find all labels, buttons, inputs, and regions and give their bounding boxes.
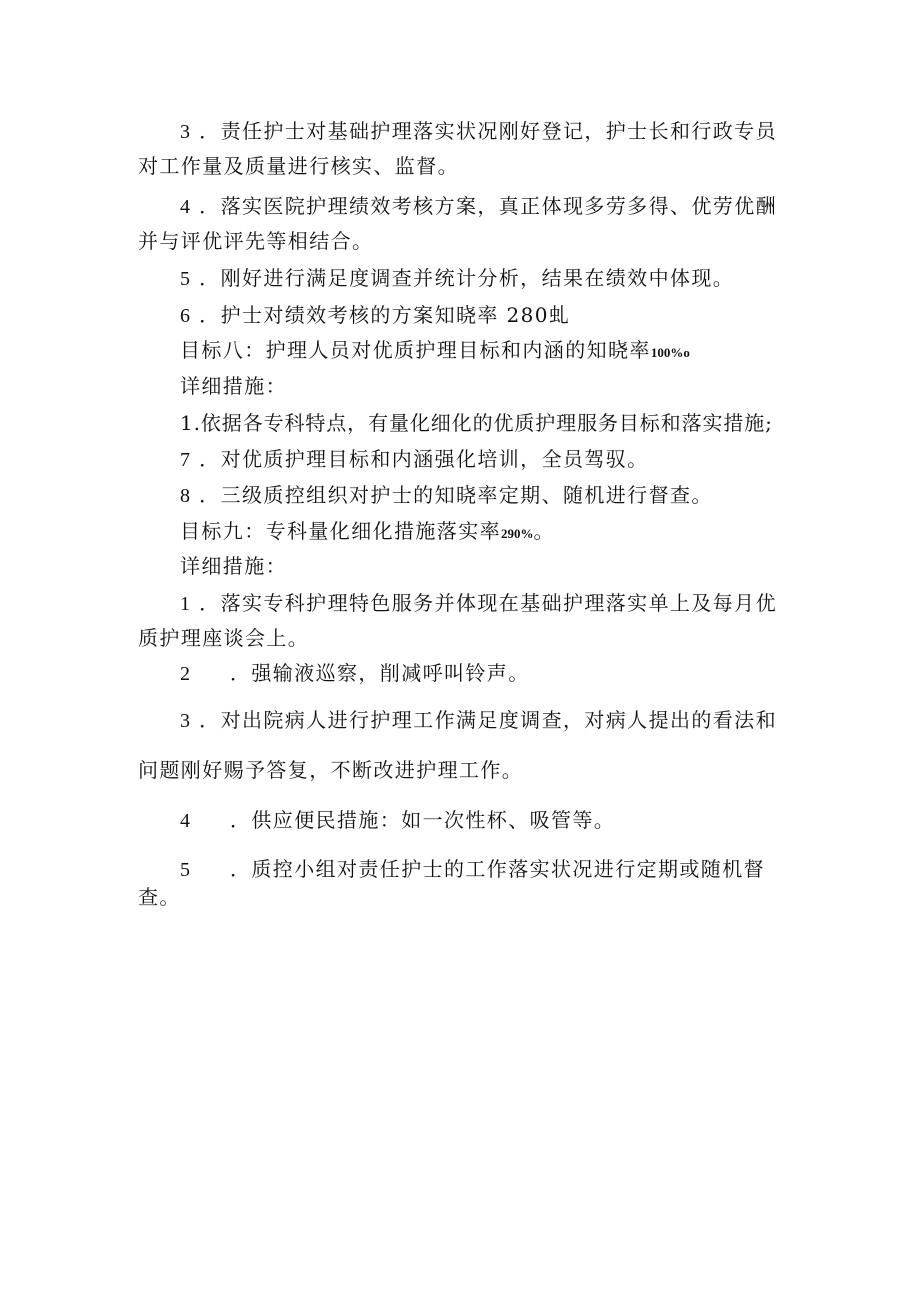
item-1-line-1 — [180, 590, 920, 617]
item-number: 8 — [180, 485, 192, 507]
item-5b-line-1 — [180, 856, 920, 883]
item-4-line-1 — [180, 193, 920, 220]
goal-end-mark: 。 — [533, 519, 555, 543]
measure-1-line — [180, 410, 920, 436]
item-5b-line-2 — [138, 884, 920, 910]
item-3b-line-1 — [180, 707, 920, 734]
item-number: 3 — [180, 710, 192, 732]
item-tail: 280虬 — [506, 303, 571, 327]
item-8-line — [180, 482, 920, 509]
item-text: ．对出院病人进行护理工作满足度调查，对病人提出的看法和 — [199, 708, 777, 732]
item-text: ．三级质控组织对护士的知晓率定期、随机进行督查。 — [199, 483, 713, 507]
item-text: ．对优质护理目标和内涵强化培训，全员驾驭。 — [199, 447, 649, 471]
item-number: 1 — [180, 593, 192, 615]
item-number: 5 — [180, 859, 192, 881]
item-3-line-1 — [180, 118, 920, 145]
item-7-line — [180, 446, 920, 473]
item-2-line — [180, 660, 920, 687]
item-number: 2 — [180, 663, 192, 685]
item-text: ．质控小组对责任护士的工作落实状况进行定期或随机督 — [230, 857, 765, 881]
item-number: 4 — [180, 196, 192, 218]
item-text: ．护士对绩效考核的方案知晓率 — [199, 303, 499, 327]
item-text: ．刚好进行满足度调查并统计分析，结果在绩效中体现。 — [199, 266, 735, 290]
item-6-line — [180, 302, 920, 329]
goal-rate: 100%o — [650, 345, 690, 360]
item-4-line-2 — [138, 228, 920, 254]
goal-text: 目标九：专科量化细化措施落实率 — [180, 519, 501, 543]
item-text: 查。 — [138, 885, 181, 909]
item-1-line-2 — [138, 625, 920, 651]
item-text: 问题刚好赐予答复，不断改进护理工作。 — [138, 758, 524, 782]
item-text: 并与评优评先等相结合。 — [138, 229, 374, 253]
item-text: ．落实专科护理特色服务并体现在基础护理落实单上及每月优 — [199, 591, 777, 615]
goal-rate: 290% — [501, 526, 534, 541]
item-text: 对工作量及质量进行核实、监督。 — [138, 154, 459, 178]
item-3b-line-2 — [138, 757, 920, 783]
item-text: ．供应便民措施：如一次性杯、吸管等。 — [230, 808, 616, 832]
item-text: 质护理座谈会上。 — [138, 626, 310, 650]
item-number: 4 — [180, 810, 192, 832]
item-number: 3 — [180, 121, 192, 143]
goal-text: 目标八：护理人员对优质护理目标和内涵的知晓率 — [180, 338, 651, 362]
item-5-line — [180, 265, 920, 292]
item-text: ．责任护士对基础护理落实状况刚好登记，护士长和行政专员 — [199, 119, 777, 143]
section-label: 详细措施： — [180, 554, 287, 578]
item-4b-line — [180, 807, 920, 834]
goal-9-heading — [180, 518, 920, 547]
item-3-line-2 — [138, 153, 920, 179]
item-number: 7 — [180, 449, 192, 471]
item-text: ．落实医院护理绩效考核方案，真正体现多劳多得、优劳优酬 — [199, 194, 777, 218]
detail-measures-label-1 — [180, 373, 920, 399]
section-label: 详细措施： — [180, 374, 287, 398]
item-number: 5 — [180, 268, 192, 290]
goal-8-heading — [180, 337, 920, 366]
item-number: 6 — [180, 305, 192, 327]
detail-measures-label-2 — [180, 553, 920, 579]
item-text: ．强输液巡察，削减呼叫铃声。 — [230, 661, 530, 685]
item-text: 1.依据各专科特点，有量化细化的优质护理服务目标和落实措施; — [180, 411, 773, 435]
